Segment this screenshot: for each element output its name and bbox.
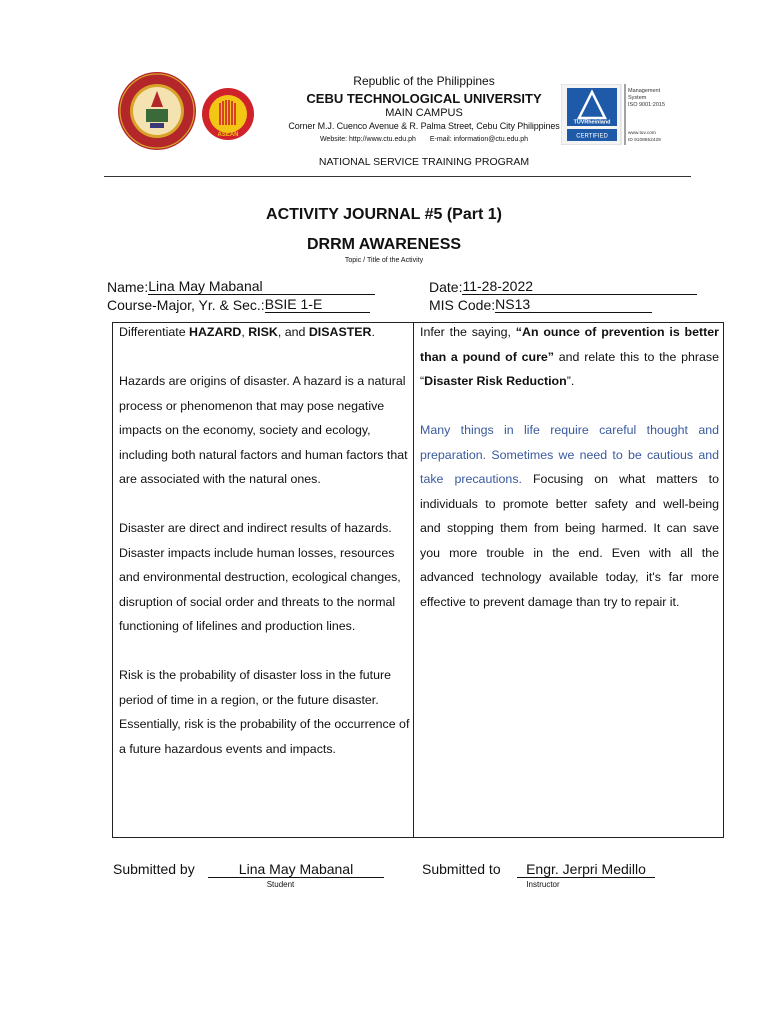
iso-certification-badge [561, 84, 679, 145]
course-label: Course-Major, Yr. & Sec.: [107, 297, 265, 313]
topic-caption: Topic / Title of the Activity [344, 257, 424, 264]
cert-text-3: ISO 9001:2015 [628, 102, 666, 108]
mis-line [429, 297, 652, 313]
name-value: Lina May Mabanal [148, 278, 263, 294]
right-column [420, 320, 719, 614]
university-address: Corner M.J. Cuenco Avenue & R. Palma Street, Cebu City Philippines [288, 121, 560, 131]
date-value: 11-28-2022 [462, 278, 534, 294]
student-name: Lina May Mabanal [208, 861, 384, 878]
answer-rest: Focusing on what matters to individuals to promote better safety and well-being and stopping them from being harmed. It can save you more trouble in the end. Even with all the advanced technology available today, it's far more effective to prevent damage than try to repair it. [420, 472, 719, 609]
campus-name: MAIN CAMPUS [385, 107, 463, 119]
cert-text-1: Management [628, 88, 661, 94]
table-column-divider [413, 322, 414, 838]
left-question: Differentiate HAZARD, RISK, and DISASTER. [119, 325, 375, 339]
contact-line [250, 136, 598, 143]
name-label: Name: [107, 279, 149, 295]
term-disaster: DISASTER [308, 325, 372, 339]
asean-text: ASEAN [217, 132, 239, 138]
program-name: NATIONAL SERVICE TRAINING PROGRAM [318, 156, 530, 168]
submitted-by-label: Submitted by [113, 861, 195, 877]
instructor-name: Engr. Jerpri Medillo [517, 861, 655, 878]
risk-paragraph: Risk is the probability of disaster loss in the future period of time in a region, or the future disaster. Essentially, risk is the probability of the occurrence of a future hazardous events and impacts. [119, 668, 410, 756]
asean-logo [201, 87, 255, 141]
answer-paragraph [420, 418, 719, 614]
submitted-to-label: Submitted to [422, 861, 501, 877]
cert-text-4: www.tuv.com [628, 131, 656, 136]
cert-text-2: System [628, 95, 647, 101]
term-hazard: HAZARD [189, 325, 242, 339]
student-caption: Student [266, 880, 295, 889]
saying: “An ounce of prevention is better than a pound of cure” [420, 325, 719, 364]
website: Website: http://www.ctu.edu.ph [319, 136, 416, 143]
header-rule [104, 176, 691, 177]
course-value: BSIE 1-E [264, 296, 323, 312]
email: E-mail: information@ctu.edu.ph [429, 136, 529, 143]
left-column [119, 320, 411, 761]
hazard-paragraph: Hazards are origins of disaster. A hazard is a natural process or phenomenon that may pose negative impacts on the economy, society and ecology, including both natural factors and human factors that are associated with the natural ones. [119, 374, 408, 486]
mis-value: NS13 [495, 296, 531, 312]
cert-brand: TÜVRheinland [573, 119, 611, 126]
course-line [107, 297, 370, 313]
topic-title: DRRM AWARENESS [306, 236, 462, 253]
disaster-paragraph: Disaster are direct and indirect results of hazards. Disaster impacts include human losses, resources and environmental destruction, ecological changes, disruption of social order and threats to the normal functioning of lifelines and production lines. [119, 521, 401, 633]
republic-line: Republic of the Philippines [353, 74, 495, 88]
instructor-caption: Instructor [526, 880, 560, 889]
cert-badge: CERTIFIED [576, 133, 608, 140]
university-name: CEBU TECHNOLOGICAL UNIVERSITY [306, 91, 542, 106]
cert-text-5: ID 9108652429 [628, 138, 661, 143]
name-line [107, 279, 375, 295]
right-question: Infer the saying, “An ounce of prevention is better than a pound of cure” and relate this to the phrase “Disaster Risk Reduction”. [420, 325, 719, 388]
term-risk: RISK [248, 325, 278, 339]
activity-title: ACTIVITY JOURNAL #5 (Part 1) [266, 206, 502, 223]
university-seal-logo [117, 71, 197, 151]
answer-highlight: Many things in life require careful thought and preparation. Sometimes we need to be cautious and take precautions. [420, 423, 719, 486]
date-line [429, 279, 697, 295]
date-label: Date: [429, 279, 463, 295]
submitted-by-line [113, 861, 195, 877]
drr-phrase: Disaster Risk Reduction [424, 374, 567, 388]
mis-label: MIS Code: [429, 297, 496, 313]
